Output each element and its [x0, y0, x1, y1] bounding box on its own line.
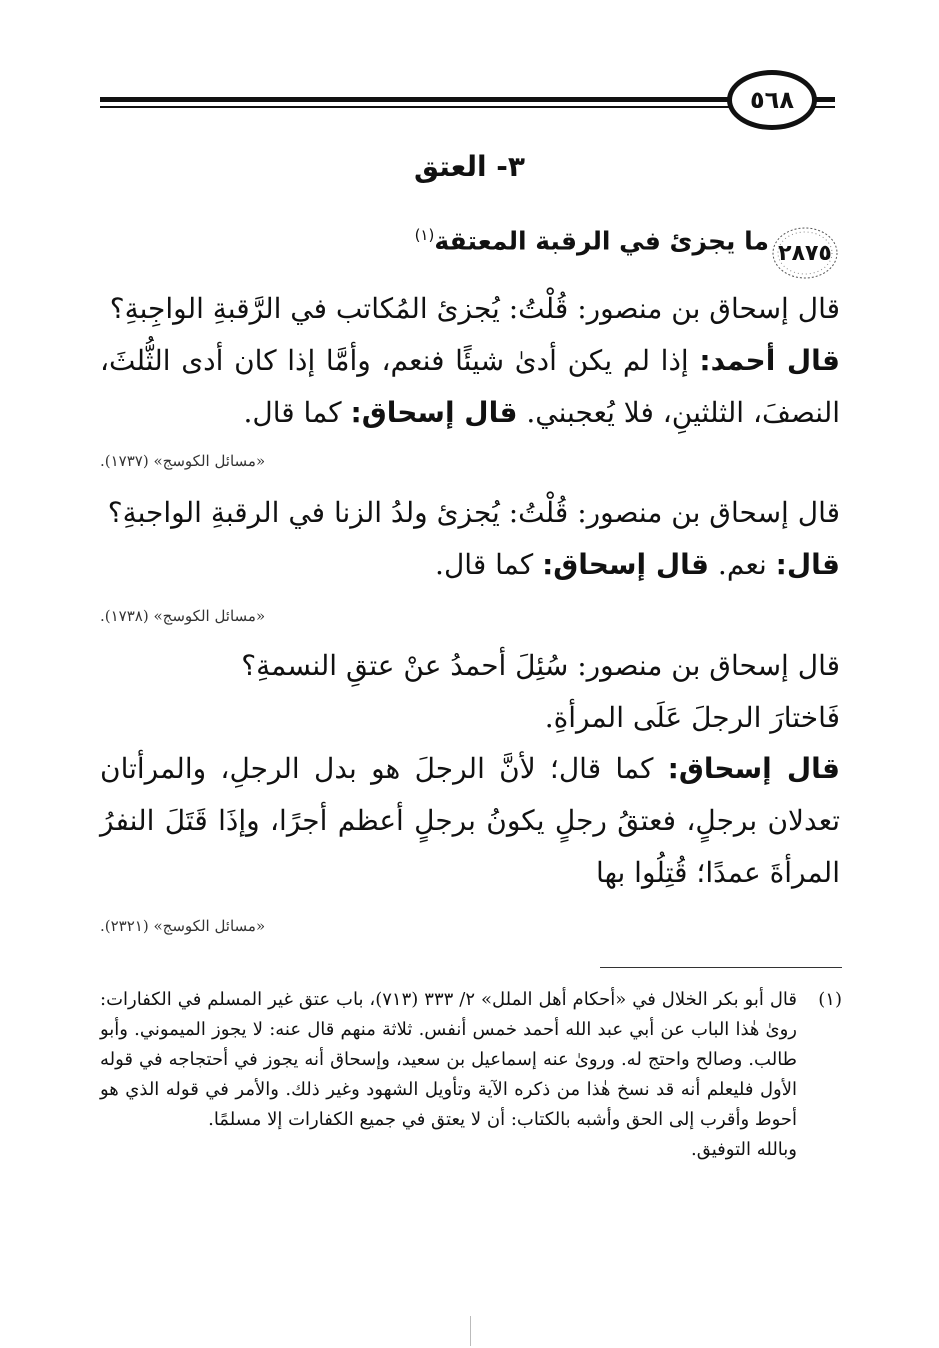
entry-title: [269, 226, 769, 255]
speaker-label: قال إسحاق:: [667, 752, 840, 785]
scan-artifact: [470, 1316, 471, 1346]
question-line: قال إسحاق بن منصور: قُلْتُ: يُجزئ المُكاتب في الرَّقبةِ الواجِبةِ؟: [109, 292, 840, 325]
header-rule-right: [815, 97, 835, 102]
footnote-separator: [600, 967, 842, 968]
answer-text: إذا لم يكن أدىٰ شيئًا فنعم، وأمَّا إذا كان أدى الثُّلثَ، النصفَ، الثلثينِ، فلا يُعجبني.: [100, 344, 840, 429]
answer-paragraph: [100, 335, 840, 439]
source-citation: «مسائل الكوسج» (١٧٣٨).: [100, 607, 266, 625]
footnote-marker: (١): [818, 989, 842, 1010]
speaker-label: قال إسحاق:: [542, 548, 710, 581]
page-number: [727, 70, 817, 130]
answer-text: كما قال.: [243, 396, 351, 429]
answer-text: نعم.: [709, 548, 776, 581]
header-rule-right-thin: [815, 106, 835, 108]
entry-number-badge: [770, 225, 840, 281]
answer-paragraph: [100, 539, 840, 591]
entry-number: ٢٨٧٥: [778, 240, 832, 266]
chapter-title: ٣- العتق: [413, 150, 526, 183]
page-number-text: ٥٦٨: [750, 86, 794, 114]
speaker-label: قال:: [775, 548, 840, 581]
answer-paragraph: [100, 743, 840, 899]
footnote-text: قال أبو بكر الخلال في «أحكام أهل الملل» ٢/ ٣٣٣ (٧١٣)، باب عتق غير المسلم في الكفارات: روىٰ هٰذا الباب عن أبي عبد الله أحمد خمس أنفس. ثلاثة منهم قال عنه: لا يجوز الميموني. وأبو طالب. وصالح واحتج له. وروىٰ عنه إسماعيل بن سعيد، وإسحاق أنه يجوز في أحتجاجه في قوله الأول فليعلم أنه قد نسخ هٰذا من ذكره الآية وتأويل الشهود وغير ذلك. والأمر في قوله الذي هو أحوط وأقرب إلى الحق وأشبه بالكتاب: أن لا يعتق في جميع الكفارات إلا مسلمًا.: [100, 989, 797, 1130]
answer-text: كما قال.: [435, 548, 543, 581]
speaker-label: قال إسحاق:: [350, 396, 518, 429]
answer-text: كما قال؛ لأنَّ الرجلَ هو بدل الرجلِ، والمرأتان تعدلان برجلٍ، فعتقُ رجلٍ يكونُ برجلٍ أعظم أجرًا، وإذَا قَتَلَ النفرُ المرأةَ عمدًا؛ قُتِلُوا بها: [100, 752, 840, 889]
header-rule-thin: [100, 106, 730, 108]
entry-title-text: ما يجزئ في الرقبة المعتقة: [434, 226, 769, 256]
header-rule: [100, 97, 730, 102]
footnote-reference[interactable]: (١): [414, 226, 435, 244]
source-citation: «مسائل الكوسج» (١٧٣٧).: [100, 452, 266, 470]
footnote-closing: وبالله التوفيق.: [691, 1139, 797, 1160]
question-line: قال إسحاق بن منصور: قُلْتُ: يُجزئ ولدُ الزنا في الرقبةِ الواجبةِ؟: [107, 496, 840, 529]
footnote: [100, 985, 842, 1165]
source-citation: «مسائل الكوسج» (٢٣٢١).: [100, 917, 266, 935]
speaker-label: قال أحمد:: [699, 344, 841, 377]
question-line: قال إسحاق بن منصور: سُئِلَ أحمدُ عنْ عتقِ النسمةِ؟: [241, 649, 840, 682]
answer-line: فَاختارَ الرجلَ عَلَى المرأةِ.: [544, 701, 840, 734]
